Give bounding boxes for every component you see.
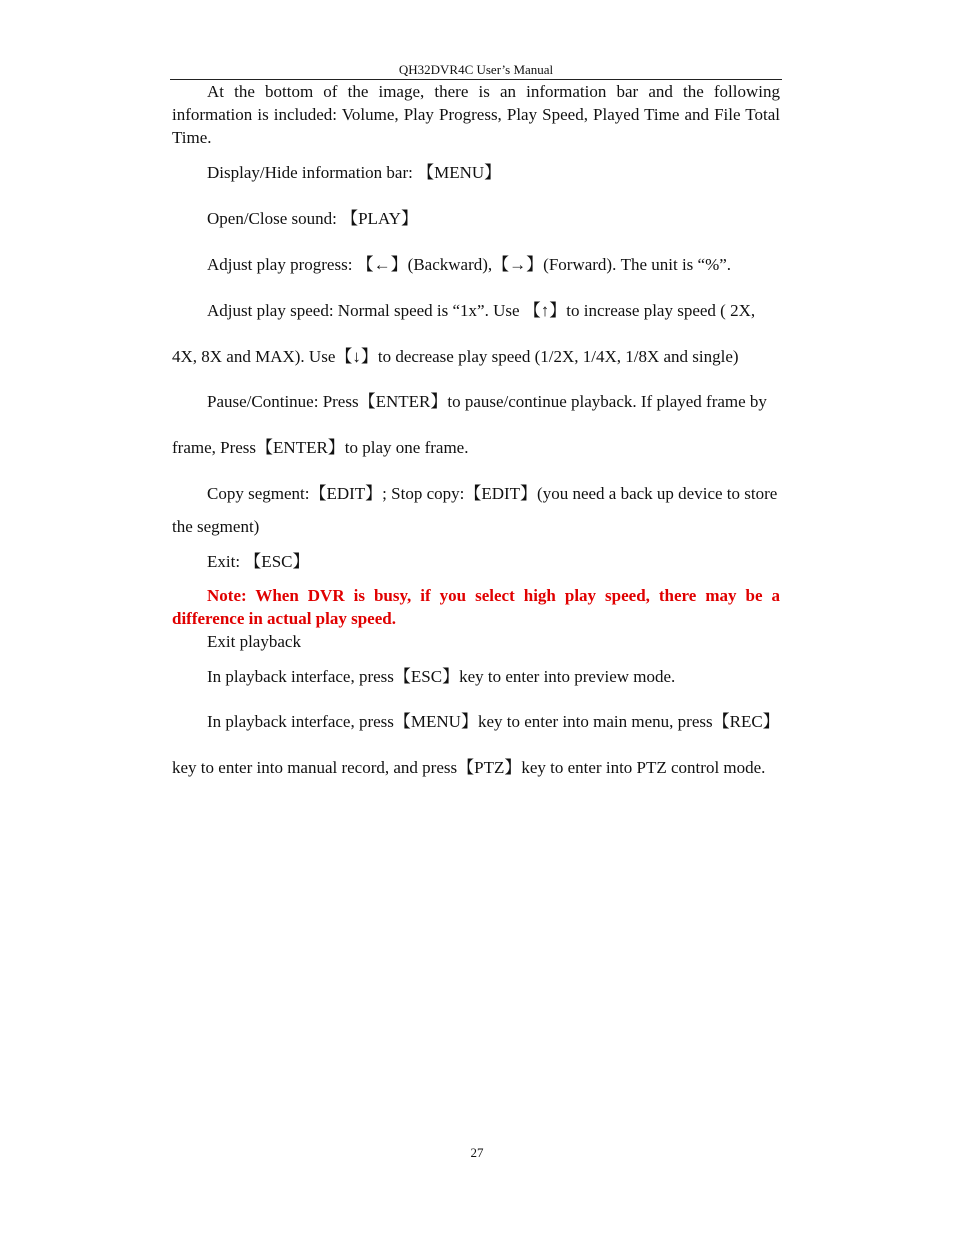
page-number: 27 xyxy=(470,1145,484,1160)
running-header: QH32DVR4C User’s Manual xyxy=(170,62,782,80)
pause-continue-line-1: Pause/Continue: Press【ENTER】to pause/continue playback. If played frame by xyxy=(207,392,767,411)
display-hide-info-bar: Display/Hide information bar: 【MENU】 xyxy=(207,163,502,182)
esc-preview-instruction: In playback interface, press【ESC】key to enter into preview mode. xyxy=(207,667,676,686)
exit-key: Exit: 【ESC】 xyxy=(207,552,310,571)
open-close-sound: Open/Close sound: 【PLAY】 xyxy=(207,209,418,228)
menu-rec-ptz-line-2: key to enter into manual record, and press【PTZ】key to enter into PTZ control mode. xyxy=(172,758,766,777)
adjust-play-speed-line-2: 4X, 8X and MAX). Use【↓】to decrease play speed (1/2X, 1/4X, 1/8X and single) xyxy=(172,347,739,366)
exit-playback-heading: Exit playback xyxy=(207,632,301,651)
copy-segment-line-1: Copy segment:【EDIT】; Stop copy:【EDIT】(you need a back up device to store xyxy=(207,484,778,503)
adjust-play-speed-line-1: Adjust play speed: Normal speed is “1x”. Use 【↑】to increase play speed ( 2X, xyxy=(207,301,756,320)
page-body xyxy=(172,80,780,779)
menu-rec-ptz-line-1: In playback interface, press【MENU】key to enter into main menu, press【REC】 xyxy=(207,712,780,731)
copy-segment-line-2: the segment) xyxy=(172,517,260,536)
intro-paragraph: At the bottom of the image, there is an information bar and the following information is included: Volume, Play Progress, Play Speed, Played Time and File Total Time. xyxy=(172,82,780,147)
busy-speed-note: Note: When DVR is busy, if you select high play speed, there may be a difference in actual play speed. xyxy=(172,586,780,628)
adjust-play-progress: Adjust play progress: 【←】(Backward),【→】(Forward). The unit is “%”. xyxy=(207,255,732,274)
pause-continue-line-2: frame, Press【ENTER】to play one frame. xyxy=(172,438,469,457)
